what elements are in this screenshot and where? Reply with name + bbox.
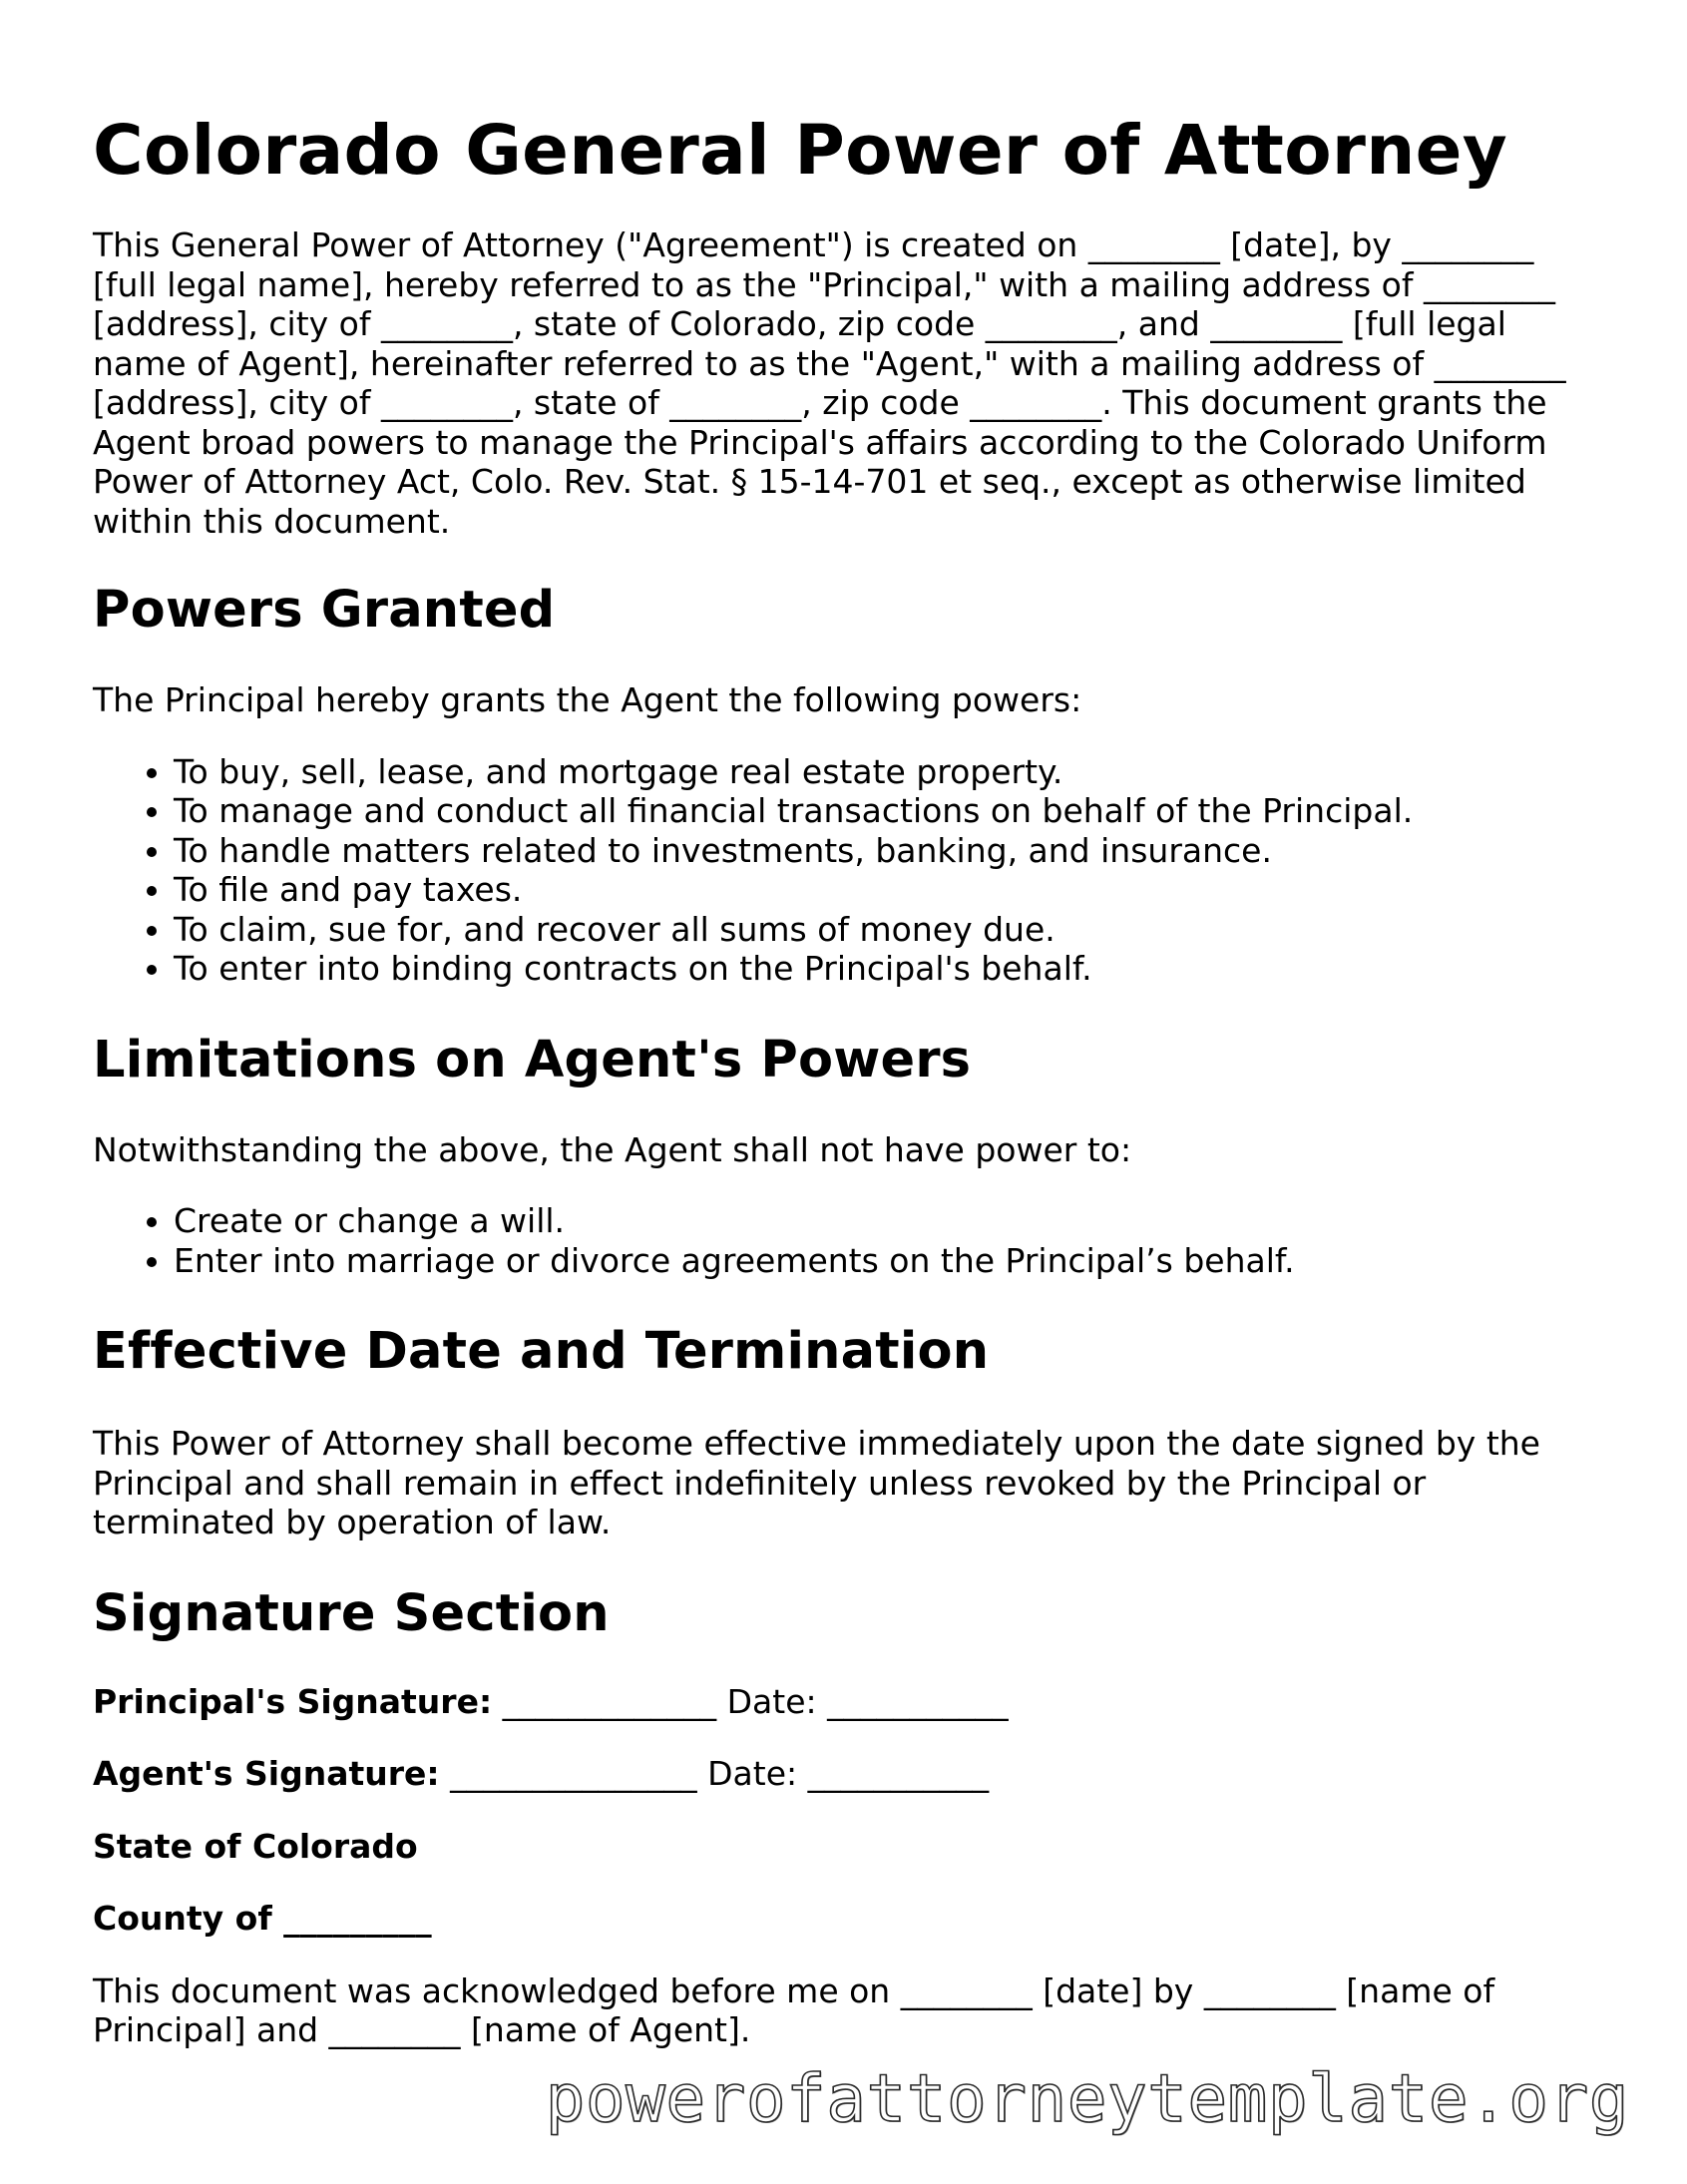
list-item: • To file and pay taxes. <box>174 870 1599 910</box>
agent-signature-line <box>93 1754 1599 1794</box>
principal-signature-blanks: _____________ Date: ___________ <box>492 1681 1009 1721</box>
list-item: • To manage and conduct all financial transactions on behalf of the Principal. <box>174 791 1599 831</box>
intro-paragraph: This General Power of Attorney ("Agreement") is created on ________ [date], by ________ [full legal name], hereby referred to as the "Principal," with a mailing address of ________ [address], city of ________, state of Colorado, zip code ________, and ________ [full legal name of Agent], hereinafter referred to as the "Agent," with a mailing address of ________ [address], city of ________, state of ________, zip code ________. This document grants the Agent broad powers to manage the Principal's affairs according to the Colorado Uniform Power of Attorney Act, Colo. Rev. Stat. § 15-14-701 et seq., except as otherwise limited within this document. <box>93 225 1566 541</box>
limitations-intro: Notwithstanding the above, the Agent shall not have power to: <box>93 1129 1132 1169</box>
state-line <box>93 1827 1599 1867</box>
powers-list <box>93 752 1599 989</box>
watermark: powerofattorneytemplate.org <box>545 2060 1629 2137</box>
acknowledgment-paragraph: This document was acknowledged before me on ________ [date] by ________ [name of Principal] and ________ [name of Agent]. <box>93 1970 1495 2049</box>
effective-paragraph: This Power of Attorney shall become effective immediately upon the date signed by the Principal and shall remain in effect indefinitely unless revoked by the Principal or terminated by operation of law. <box>93 1424 1540 1541</box>
list-item: • To claim, sue for, and recover all sums of money due. <box>174 910 1599 950</box>
effective-heading: Effective Date and Termination <box>93 1322 990 1381</box>
list-item: • Create or change a will. <box>174 1201 1599 1241</box>
list-item: • To handle matters related to investments, banking, and insurance. <box>174 831 1599 871</box>
signature-heading: Signature Section <box>93 1583 610 1643</box>
county-line <box>93 1899 1599 1939</box>
county-label: County of _________ <box>93 1899 432 1938</box>
state-label: State of Colorado <box>93 1826 418 1866</box>
list-item: • Enter into marriage or divorce agreements on the Principal’s behalf. <box>174 1241 1599 1281</box>
list-item: • To buy, sell, lease, and mortgage real estate property. <box>174 752 1599 792</box>
agent-signature-label: Agent's Signature: <box>93 1754 440 1793</box>
powers-heading: Powers Granted <box>93 581 556 640</box>
document-title: Colorado General Power of Attorney <box>93 111 1508 191</box>
agent-signature-blanks: _______________ Date: ___________ <box>439 1754 990 1793</box>
powers-intro: The Principal hereby grants the Agent the following powers: <box>93 680 1082 719</box>
limitations-list <box>93 1201 1599 1280</box>
limitations-heading: Limitations on Agent's Powers <box>93 1030 972 1090</box>
principal-signature-label: Principal's Signature: <box>93 1681 493 1721</box>
document-page <box>93 108 1599 2050</box>
list-item: • To enter into binding contracts on the Principal's behalf. <box>174 949 1599 989</box>
principal-signature-line <box>93 1682 1599 1722</box>
